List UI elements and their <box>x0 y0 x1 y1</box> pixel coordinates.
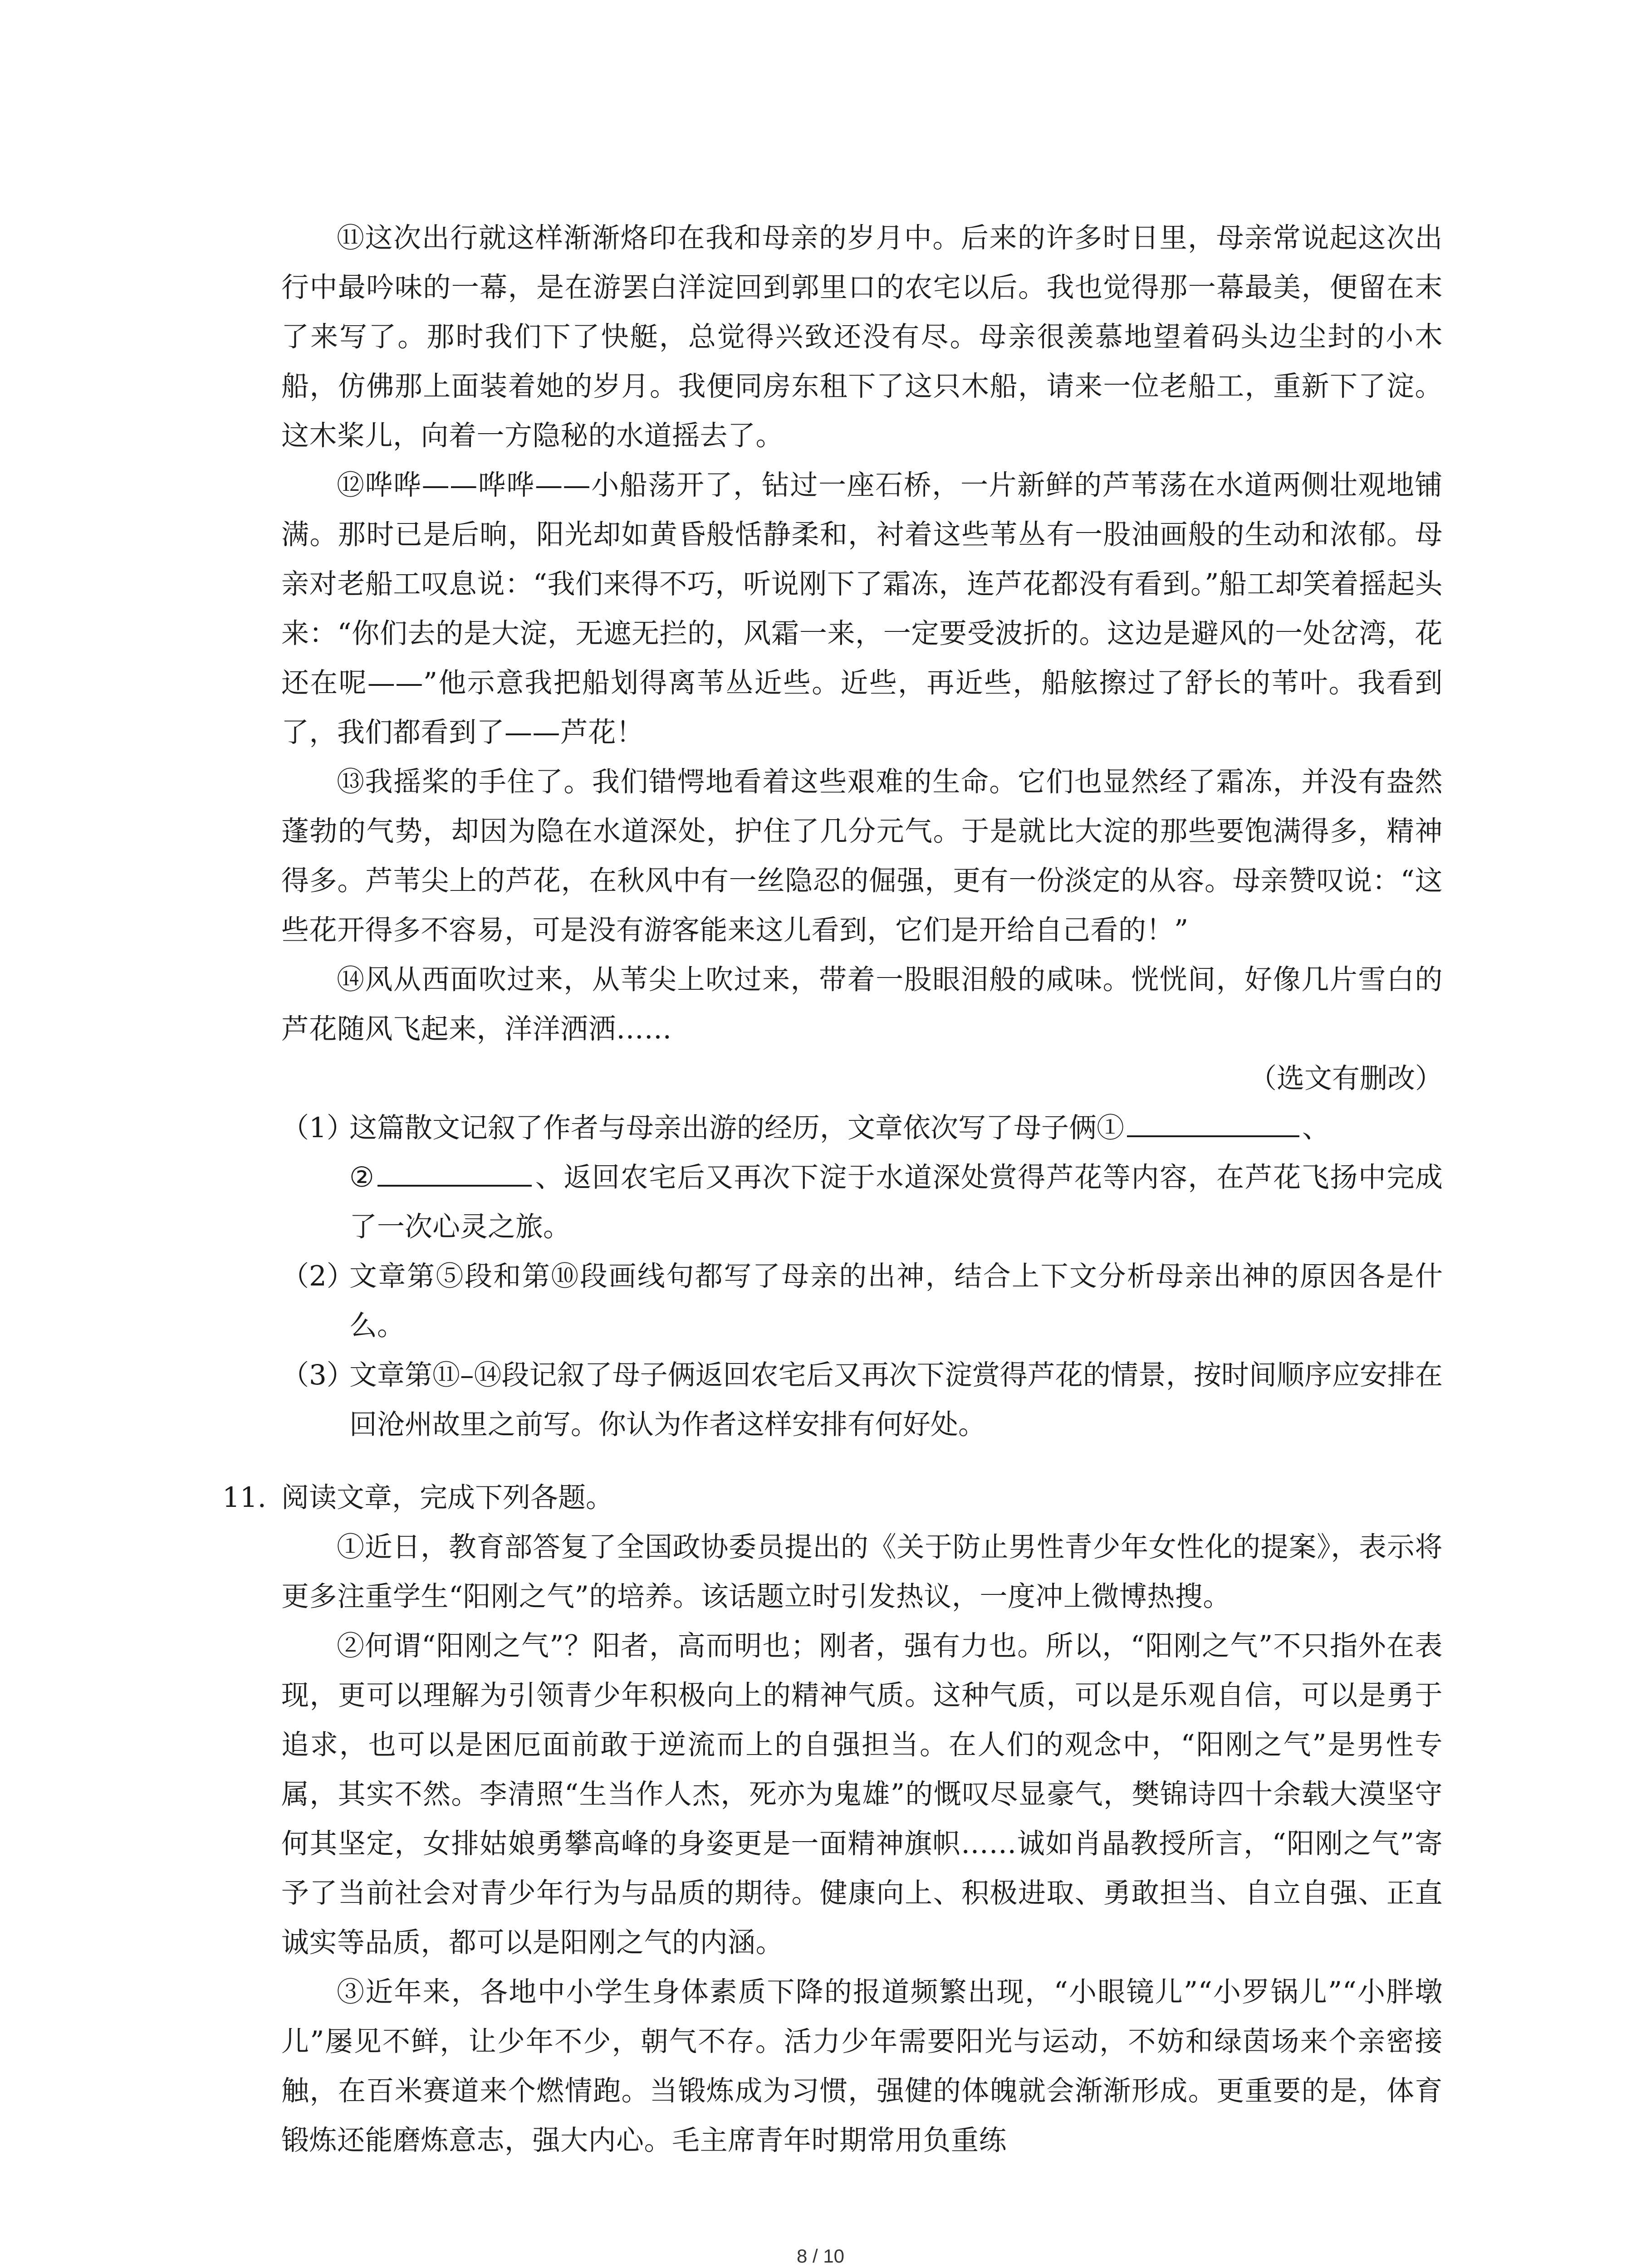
item-11-heading <box>222 1473 1443 1522</box>
question-1 <box>281 1103 1443 1251</box>
paragraph-12: ⑫哗哗——哗哗——小船荡开了，钻过一座石桥，一片新鲜的芦苇荡在水道两侧壮观地铺满。那时已是后晌，阳光却如黄昏般恬静柔和，衬着这些苇丛有一股油画般的生动和浓郁。母亲对老船工叹息说：“我们来得不巧，听说刚下了霜冻，连芦花都没有看到。”船工却笑着摇起头来：“你们去的是大淀，无遮无拦的，风霜一来，一定要受波折的。这边是避风的一处岔湾，花还在呢——”他示意我把船划得离苇丛近些。近些，再近些，船舷擦过了舒长的苇叶。我看到了，我们都看到了——芦花！ <box>281 469 1443 748</box>
paragraph-11: ⑪这次出行就这样渐渐烙印在我和母亲的岁月中。后来的许多时日里，母亲常说起这次出行中最吟味的一幕，是在游罢白洋淀回到郭里口的农宅以后。我也觉得那一幕最美，便留在末了来写了。那时我们下了快艇，总觉得兴致还没有尽。母亲很羡慕地望着码头边尘封的小木船，仿佛那上面装着她的岁月。我便同房东租下了这只木船，请来一位老船工，重新下了淀。这木桨儿，向着一方隐秘的水道摇去了。 <box>281 222 1443 452</box>
answer-blank[interactable] <box>1127 1105 1299 1137</box>
source-note: （选文有删改） <box>1249 1062 1443 1095</box>
question-number: （3） <box>281 1359 354 1391</box>
separator: 、 <box>1302 1112 1330 1144</box>
paragraph-14: ⑭风从西面吹过来，从苇尖上吹过来，带着一股眼泪般的咸味。恍恍间，好像几片雪白的芦花随风飞起来，洋洋洒洒…… <box>281 963 1443 1045</box>
question-3 <box>281 1350 1443 1449</box>
question-number: （2） <box>281 1260 354 1292</box>
item11-paragraph-1: ①近日，教育部答复了全国政协委员提出的《关于防止男性青少年女性化的提案》，表示将更多注重学生“阳刚之气”的培养。该话题立时引发热议，一度冲上微博热搜。 <box>281 1531 1443 1613</box>
answer-blank[interactable] <box>377 1155 532 1187</box>
question-number: （1） <box>281 1112 354 1144</box>
question-text: 文章第⑤段和第⑩段画线句都写了母亲的出神，结合上下文分析母亲出神的原因各是什么。 <box>349 1260 1443 1342</box>
question-text: 文章第⑪–⑭段记叙了母子俩返回农宅后又再次下淀赏得芦花的情景，按时间顺序应安排在回沧州故里之前写。你认为作者这样安排有何好处。 <box>349 1359 1443 1441</box>
item-instruction: 阅读文章，完成下列各题。 <box>281 1481 614 1514</box>
item-number: 11. <box>222 1481 267 1514</box>
blank-label: ② <box>349 1161 375 1193</box>
paragraph-13: ⑬我摇桨的手住了。我们错愕地看着这些艰难的生命。它们也显然经了霜冻，并没有盎然蓬勃的气势，却因为隐在水道深处，护住了几分元气。于是就比大淀的那些要饱满得多，精神得多。芦苇尖上的芦花，在秋风中有一丝隐忍的倔强，更有一份淡定的从容。母亲赞叹说：“这些花开得多不容易，可是没有游客能来这儿看到，它们是开给自己看的！” <box>281 766 1443 946</box>
page-number: 8 / 10 <box>796 2245 845 2267</box>
item11-paragraph-3: ③近年来，各地中小学生身体素质下降的报道频繁出现，“小眼镜儿”“小罗锅儿”“小胖墩儿”屡见不鲜，让少年不少，朝气不存。活力少年需要阳光与运动，不妨和绿茵场来个亲密接触，在百米赛道来个燃情跑。当锻炼成为习惯，强健的体魄就会渐渐形成。更重要的是，体育锻炼还能磨炼意志，强大内心。毛主席青年时期常用负重练 <box>281 1976 1443 2156</box>
item11-paragraph-2: ②何谓“阳刚之气”？阳者，高而明也；刚者，强有力也。所以，“阳刚之气”不只指外在表现，更可以理解为引领青少年积极向上的精神气质。这种气质，可以是乐观自信，可以是勇于追求，也可以是困厄面前敢于逆流而上的自强担当。在人们的观念中，“阳刚之气”是男性专属，其实不然。李清照“生当作人杰，死亦为鬼雄”的慨叹尽显豪气，樊锦诗四十余载大漠坚守何其坚定，女排姑娘勇攀高峰的身姿更是一面精神旗帜……诚如肖晶教授所言，“阳刚之气”寄予了当前社会对青少年行为与品质的期待。健康向上、积极进取、勇敢担当、自立自强、正直诚实等品质，都可以是阳刚之气的内涵。 <box>281 1630 1443 1959</box>
question-text-cont: 、返回农宅后又再次下淀于水道深处赏得芦花等内容，在芦花飞扬中完成了一次心灵之旅。 <box>349 1161 1443 1243</box>
question-text: 这篇散文记叙了作者与母亲出游的经历，文章依次写了母子俩① <box>349 1112 1125 1144</box>
document-body <box>222 213 1443 2165</box>
question-2 <box>281 1251 1443 1350</box>
